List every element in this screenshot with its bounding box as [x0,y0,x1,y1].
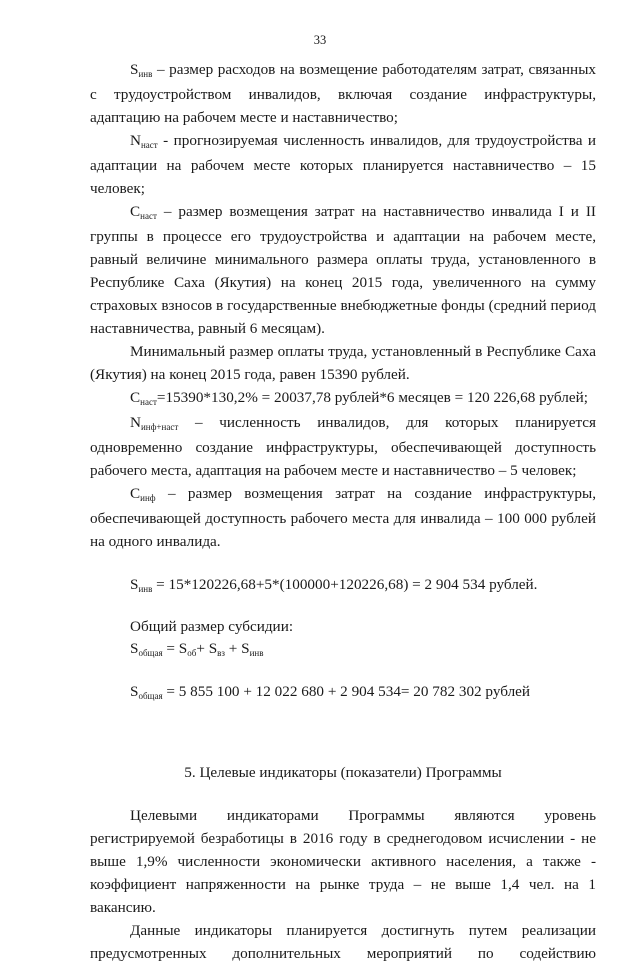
paragraph-target-indicators: Целевыми индикаторами Программы являются уровень регистрируемой безработицы в 2016 году в среднегодовом исчислении - не выше 1,9% численности экономически активного населения, а также - коэффициент напряженности на рынке труда – не выше 1,4 чел. на 1 вакансию. [90,807,596,916]
page-number: 33 [313,33,327,47]
page-content [90,58,596,965]
formula-c-nast: $C_{наст}=15390*130,2\% = 20037,78$ рублей*6 месяцев = 120 226,68 рублей; [130,389,588,407]
paragraph-s-inv-definition: $S_{инв}$ – размер расходов на возмещение работодателям затрат, связанных с трудоустройством инвалидов, включая создание инфраструктуры, адаптацию на рабочем месте и наставничество; [90,61,596,126]
formula-s-inv: $S_{инв} = 15*120226,68+5*(100000+120226,68) = 2$ 904 534 рублей. [130,576,538,594]
total-subsidy-label: Общий размер субсидии: [130,618,294,635]
formula-s-total-value: $S_{общая} = 5$ 855 100 + 12 022 680 + 2 904 534= 20 782 302 рублей [130,683,531,701]
paragraph-c-nast-definition: $C_{наст}$ – размер возмещения затрат на наставничество инвалида I и II группы в процессе его трудоустройства и адаптации на рабочем месте, равный величине минимального размера оплаты труда, установленного в Республике Саха (Якутия) на конец 2015 года, увеличенного на сумму страховых взносов в государственные внебюджетные фонды (средний период наставничества, равный 6 месяцам). [90,203,596,337]
paragraph-c-inf-definition: $C_{инф}$ – размер возмещения затрат на создание инфраструктуры, обеспечивающей доступность рабочего места для инвалида – 100 000 рублей на одного инвалида. [90,485,596,550]
formula-s-total-components: $S_{общая} = S_{об}+ S_{вз} + S_{инв}$ [130,640,264,658]
paragraph-n-inf-nast-definition: $N_{инф+наст}$ – численность инвалидов, для которых планируется одновременно создание инфраструктуры, обеспечивающей доступность рабочего места, адаптация на рабочем месте и наставничество – 5 человек; [90,414,596,479]
section-title: 5. Целевые индикаторы (показатели) Программы [184,764,502,781]
paragraph-minimum-wage: Минимальный размер оплаты труда, установленный в Республике Саха (Якутия) на конец 2015 года, равен 15390 рублей. [90,343,596,383]
paragraph-n-nast-definition: $N_{наст}$ - прогнозируемая численность инвалидов, для трудоустройства и адаптации на рабочем месте которых планируется наставничество – 15 человек; [90,132,596,197]
paragraph-indicators-achievement: Данные индикаторы планируется достигнуть путем реализации предусмотренных дополнительных мероприятий по содействию [90,922,596,962]
